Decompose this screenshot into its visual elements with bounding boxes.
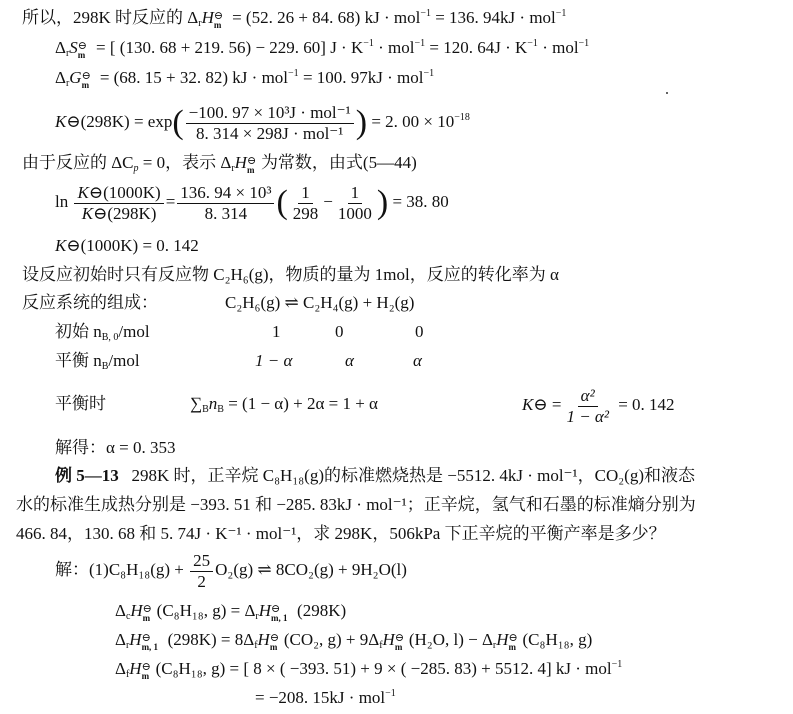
text: /mol: [118, 322, 150, 341]
numerator: 136. 94 × 10³: [177, 183, 274, 204]
k-symbol: K⊖: [522, 395, 548, 414]
standard-molar-icon: ⊖ m, 1: [141, 632, 159, 653]
k-symbol: K⊖: [55, 112, 81, 131]
text: = 0. 142: [613, 395, 675, 414]
h-symbol: H: [129, 659, 142, 678]
sub: B: [217, 404, 224, 415]
fraction: [563, 386, 612, 427]
delta-symbol: Δ: [243, 630, 255, 649]
text: = (68. 15 + 32. 82) kJ · mol: [95, 68, 289, 87]
text: = (1 − α) + 2α = 1 + α: [223, 394, 378, 413]
text-line-ln-ratio: ln $\frac{K⊖(1000K)}{K⊖(298K)}$ = $\frac{\text{136. 94 × 10³}}{8. 314}$ ( $\frac{1}{298}$ − $\frac{1}{1000}$ ) = 38. 80: [55, 182, 449, 223]
numerator: α²: [578, 386, 598, 407]
text: = 100. 97kJ · mol: [298, 68, 424, 87]
text-line-cp: [22, 153, 417, 174]
text: 解：(1)C₈H₁₈(g) +: [55, 560, 189, 579]
delta-symbol: Δ: [55, 38, 66, 57]
row-at-equilibrium-label: 平衡时: [55, 394, 106, 413]
h-symbol: H: [234, 153, 247, 172]
n-symbol: n: [208, 394, 218, 413]
delta-symbol: Δ: [368, 630, 380, 649]
delta-symbol: Δ: [481, 630, 493, 649]
text-line-example-cont-1: 水的标准生成热分别是 −393. 51 和 −285. 83kJ · mol⁻¹；正辛烷，氢气和石墨的标准熵分别为: [16, 495, 696, 514]
text: = −208. 15kJ · mol: [255, 688, 386, 707]
sub: f: [379, 640, 383, 651]
text: = 120. 64J · K: [425, 38, 528, 57]
delta-symbol: Δ: [55, 68, 66, 87]
denominator: K⊖(298K): [81, 203, 157, 223]
sup: −1: [527, 38, 538, 49]
sup: −1: [363, 38, 374, 49]
paren-left-icon: (: [276, 184, 288, 222]
text: (298K): [297, 601, 347, 620]
row-equilibrium-value-1: 1 − α: [255, 351, 293, 370]
text-line-formation-enthalpy: [115, 659, 622, 680]
row-initial-value-3: 0: [415, 322, 424, 341]
delta-symbol: Δ: [244, 601, 256, 620]
text: 为常数，由式(5—44): [260, 153, 417, 172]
text: (C₈H₁₈, g) =: [156, 601, 245, 620]
row-equilibrium-value-2: α: [345, 351, 354, 370]
fraction: [190, 551, 213, 592]
h-symbol: H: [129, 630, 142, 649]
text: = 2. 00 × 10: [367, 112, 455, 131]
sub: r: [198, 18, 202, 29]
sum-symbol: ∑: [190, 394, 203, 413]
sup: −1: [423, 68, 435, 79]
text: (C₈H₁₈, g): [522, 630, 593, 649]
paren-right-icon: ): [376, 184, 389, 222]
delta-symbol: Δ: [115, 630, 126, 649]
paren-right-icon: ): [355, 104, 368, 142]
row-initial-value-2: 0: [335, 322, 344, 341]
text: /mol: [108, 351, 140, 370]
sup: −1: [385, 688, 396, 699]
sup: −18: [454, 112, 470, 123]
sub: f: [125, 669, 130, 680]
delta-symbol: Δ: [187, 8, 199, 27]
text: 平衡 n: [55, 351, 102, 370]
text-line-combustion-enthalpy: [115, 601, 346, 622]
sub: B: [202, 404, 209, 415]
sub: B: [101, 361, 109, 372]
delta-symbol: Δ: [115, 601, 126, 620]
text: (CO₂, g) + 9: [283, 630, 369, 649]
text-line-system-label: 反应系统的组成：: [22, 293, 158, 312]
g-symbol: G: [69, 68, 82, 87]
standard-molar-icon: ⊖ m, 1: [271, 603, 288, 624]
row-equilibrium-label: [55, 351, 140, 371]
sub: c: [125, 611, 131, 622]
text: = 38. 80: [388, 192, 449, 211]
delta-symbol: Δ: [220, 153, 232, 172]
sub: r: [65, 48, 70, 59]
h-symbol: H: [258, 601, 272, 620]
numerator: 25: [190, 551, 213, 572]
numerator: −100. 97 × 10³J · mol⁻¹: [186, 103, 354, 124]
sub: r: [65, 78, 70, 89]
delta-symbol: Δ: [115, 659, 126, 678]
speck-mark: [666, 92, 668, 94]
text-line-hess-law: [115, 630, 592, 651]
denominator: 1 − α²: [566, 406, 609, 426]
sup: −1: [555, 8, 567, 19]
standard-molar-icon: ⊖ m: [77, 40, 87, 61]
standard-molar-icon: ⊖ m: [246, 155, 257, 176]
text-line-delta-h: [22, 8, 566, 29]
numerator: K⊖(1000K): [74, 183, 163, 204]
text: (C₈H₁₈, g) = [ 8 × ( −393. 51) + 9 × ( −285. 83) + 5512. 4] kJ · mol: [155, 659, 612, 678]
fraction: [290, 183, 322, 224]
text: = [ (130. 68 + 219. 56) − 229. 60] J · K: [91, 38, 364, 57]
sup: −1: [420, 8, 431, 19]
fraction: [177, 183, 274, 224]
text: (1000K) = 0. 142: [80, 236, 199, 255]
numerator: 1: [348, 183, 363, 204]
h-symbol: H: [257, 630, 270, 649]
sup: −1: [288, 68, 299, 79]
text-line-result: [255, 688, 396, 708]
text-line-example-cont-2: 466. 84，130. 68 和 5. 74J · K⁻¹ · mol⁻¹，求 298K，506kPa 下正辛烷的平衡产率是多少？: [16, 524, 666, 543]
example-heading: [55, 466, 695, 486]
sub: f: [254, 640, 258, 651]
sup: −1: [578, 38, 590, 49]
h-symbol: H: [130, 601, 143, 620]
standard-molar-icon: ⊖ m: [213, 10, 224, 31]
denominator: 8. 314: [204, 203, 248, 223]
text: 初始 n: [55, 322, 102, 341]
paren-left-icon: (: [172, 104, 184, 142]
row-equilibrium-value-3: α: [413, 351, 422, 370]
denominator: 8. 314 × 298J · mol⁻¹: [196, 123, 344, 143]
h-symbol: H: [496, 630, 509, 649]
standard-molar-icon: ⊖ m: [394, 632, 405, 653]
sub: r: [231, 163, 235, 174]
text: = (52. 26 + 84. 68) kJ · mol: [227, 8, 421, 27]
text: · mol: [537, 38, 579, 57]
text: 由于反应的 ΔC: [22, 153, 134, 172]
fraction: [186, 103, 354, 144]
row-initial-value-1: 1: [272, 322, 281, 341]
denominator: 1000: [337, 203, 372, 223]
text-line-k298: [55, 100, 470, 144]
fraction: [74, 183, 163, 224]
fraction: [335, 183, 375, 224]
sup: −1: [414, 38, 426, 49]
text: 298K 时，正辛烷 C₈H₁₈(g)的标准燃烧热是 −5512. 4kJ · mol⁻¹，CO₂(g)和液态: [131, 466, 695, 485]
standard-molar-icon: ⊖ m: [269, 632, 280, 653]
text: 所以，298K 时反应的: [22, 8, 188, 27]
numerator: 1: [298, 183, 313, 204]
text-line-k1000: [55, 236, 199, 256]
denominator: 298: [292, 203, 319, 223]
example-number: 例 5—13: [55, 466, 119, 485]
s-symbol: S: [69, 38, 78, 57]
standard-molar-icon: ⊖ m: [142, 603, 152, 624]
sup: −1: [611, 659, 623, 670]
sub: r: [492, 640, 497, 651]
sub: B, 0: [101, 332, 119, 343]
standard-molar-icon: ⊖ m: [81, 70, 91, 91]
sub: p: [133, 163, 139, 174]
text: (298K) = exp: [80, 112, 173, 131]
text: O₂(g) ⇌ 8CO₂(g) + 9H₂O(l): [215, 560, 407, 579]
row-initial-label: [55, 322, 150, 342]
sub: r: [255, 611, 259, 622]
text-line-assumption: 设反应初始时只有反应物 C₂H₆(g)，物质的量为 1mol，反应的转化率为 α: [22, 265, 559, 284]
k-equation: K⊖ = $\frac{\text{α²}}{\text{1 − α²}}$ = 0. 142: [522, 385, 675, 426]
standard-molar-icon: ⊖ m: [141, 661, 151, 682]
h-symbol: H: [382, 630, 395, 649]
reaction-equation: C₂H₆(g) ⇌ C₂H₄(g) + H₂(g): [225, 293, 415, 312]
text-line-solution-alpha: 解得：α = 0. 353: [55, 438, 176, 457]
text: = 0，表示: [138, 153, 221, 172]
text-line-delta-g: [55, 68, 434, 89]
text: (298K) = 8: [167, 630, 244, 649]
text: (H₂O, l) −: [408, 630, 482, 649]
sub: r: [125, 640, 130, 651]
text: · mol: [373, 38, 415, 57]
k-symbol: K⊖: [55, 236, 81, 255]
h-symbol: H: [201, 8, 214, 27]
sum-equation: [190, 394, 378, 414]
denominator: 2: [197, 571, 206, 591]
text: = 136. 94kJ · mol: [430, 8, 556, 27]
standard-molar-icon: ⊖ m: [508, 632, 518, 653]
ln-symbol: ln: [55, 192, 69, 211]
text-line-delta-s: [55, 38, 589, 59]
text-line-combustion-reaction: [55, 548, 407, 592]
